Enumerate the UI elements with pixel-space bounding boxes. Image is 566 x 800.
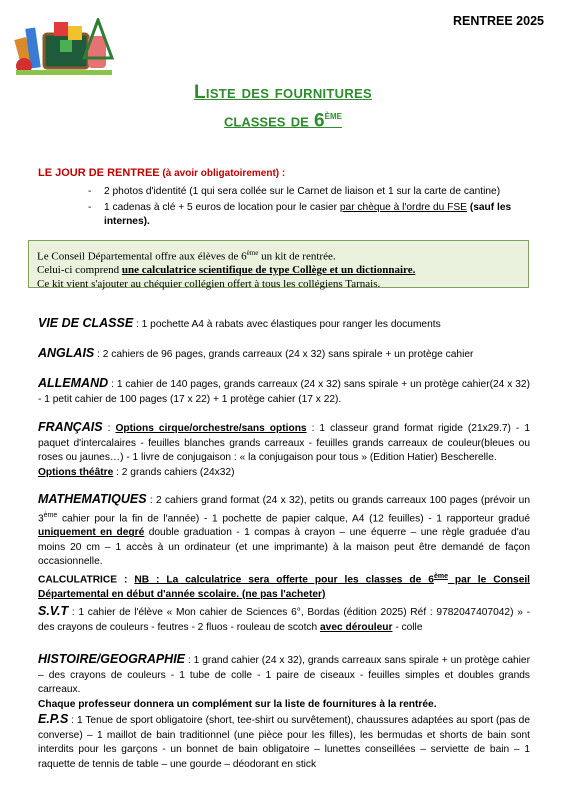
school-year-label: RENTREE 2025 bbox=[452, 14, 544, 28]
section-francais: FRANÇAIS : Options cirque/orchestre/sans options : 1 classeur grand format rigide (21x29.7) - 1 paquet d'intercalaires - feuilles blanches grands carreaux - feuilles grands carreaux de couleur(bleues ou roses ou jaunes…) - 1 livre de conjugaison : « la conjugaison pour tous » (Edition Hatier) Bescherelle. Options théâtre : 2 grands cahiers (24x32) bbox=[38, 420, 530, 478]
section-anglais: ANGLAIS : 2 cahiers de 96 pages, grands carreaux (24 x 32) sans spirale + un protège cahier bbox=[38, 346, 474, 360]
section-vie-de-classe: VIE DE CLASSE : 1 pochette A4 à rabats avec élastiques pour ranger les documents bbox=[38, 316, 441, 330]
section-mathematiques: MATHEMATIQUES : 2 cahiers grand format (24 x 32), petits ou grands carreaux 100 pages (prévoir un 3ème cahier pour la fin de l'année) - 1 pochette de papier calque, A4 (12 feuilles) - 1 rapporteur gradué uniquement en degré double graduation - 1 compas à crayon – une équerre – une règle graduée d'au moins 20 cm – 1 accès à un ordinateur (et une imprimante) à la maison peut être demandé de façon occasionnelle. CALCULATRICE : NB : La calculatrice sera offerte pour les classes de 6ème par le Conseil Départemental en début d'année scolaire. (ne pas l'acheter) bbox=[38, 492, 531, 600]
section-eps: E.P.S : 1 Tenue de sport obligatoire (short, tee-shirt ou survêtement), chaussures adaptées au sport (pas de converse) – 1 maillot de bain traditionnel (une pièce pour les filles), les bermudas et shorts de bain sont interdits pour les garçons - un bonnet de bain obligatoire – lunettes conseillées – serviette de bain – 1 raquette de tennis de table – une gourde – déodorant en stick bbox=[38, 712, 530, 770]
list-item: - 1 cadenas à clé + 5 euros de location pour le casier par chèque à l'ordre du FSE (sauf les internes). bbox=[88, 201, 528, 229]
department-kit-notice: Le Conseil Départemental offre aux élèves de 6ème un kit de rentrée. Celui-ci comprend une calculatrice scientifique de type Collège et un dictionnaire. Ce kit vient s'ajouter au chéquier collégien offert à tous les collégiens Tarnais. bbox=[28, 240, 529, 288]
first-day-heading: LE JOUR DE RENTREE (à avoir obligatoirement) : bbox=[38, 167, 286, 179]
list-item: - 2 photos d'identité (1 qui sera collée sur le Carnet de liaison et 1 sur la carte de cantine) bbox=[88, 185, 528, 199]
school-supplies-clipart bbox=[14, 18, 114, 76]
page-subtitle: classes de 6ème bbox=[224, 110, 342, 132]
section-histoire-geographie: HISTOIRE/GEOGRAPHIE : 1 grand cahier (24 x 32), grands carreaux sans spirale + un protège cahier – des crayons de couleurs - 1 tube de colle - 1 paire de ciseaux - feuilles simples et doubles grands carreaux. Chaque professeur donnera un complément sur la liste de fournitures à la rentrée. bbox=[38, 652, 530, 710]
section-svt: S.V.T : 1 cahier de l'élève « Mon cahier de Sciences 6°, Bordas (édition 2025) Réf : 9782047407042) » - des crayons de couleurs - feutres - 2 fluos - rouleau de scotch avec dérouleur - colle bbox=[38, 604, 530, 633]
first-day-list bbox=[88, 185, 528, 231]
page-title: Liste des fournitures bbox=[194, 82, 372, 103]
section-allemand: ALLEMAND : 1 cahier de 140 pages, grands carreaux (24 x 32) sans spirale + un protège cahier(24 x 32) - 1 petit cahier de 100 pages (17 x 22) + 1 protège cahier (17 x 22). bbox=[38, 376, 530, 405]
